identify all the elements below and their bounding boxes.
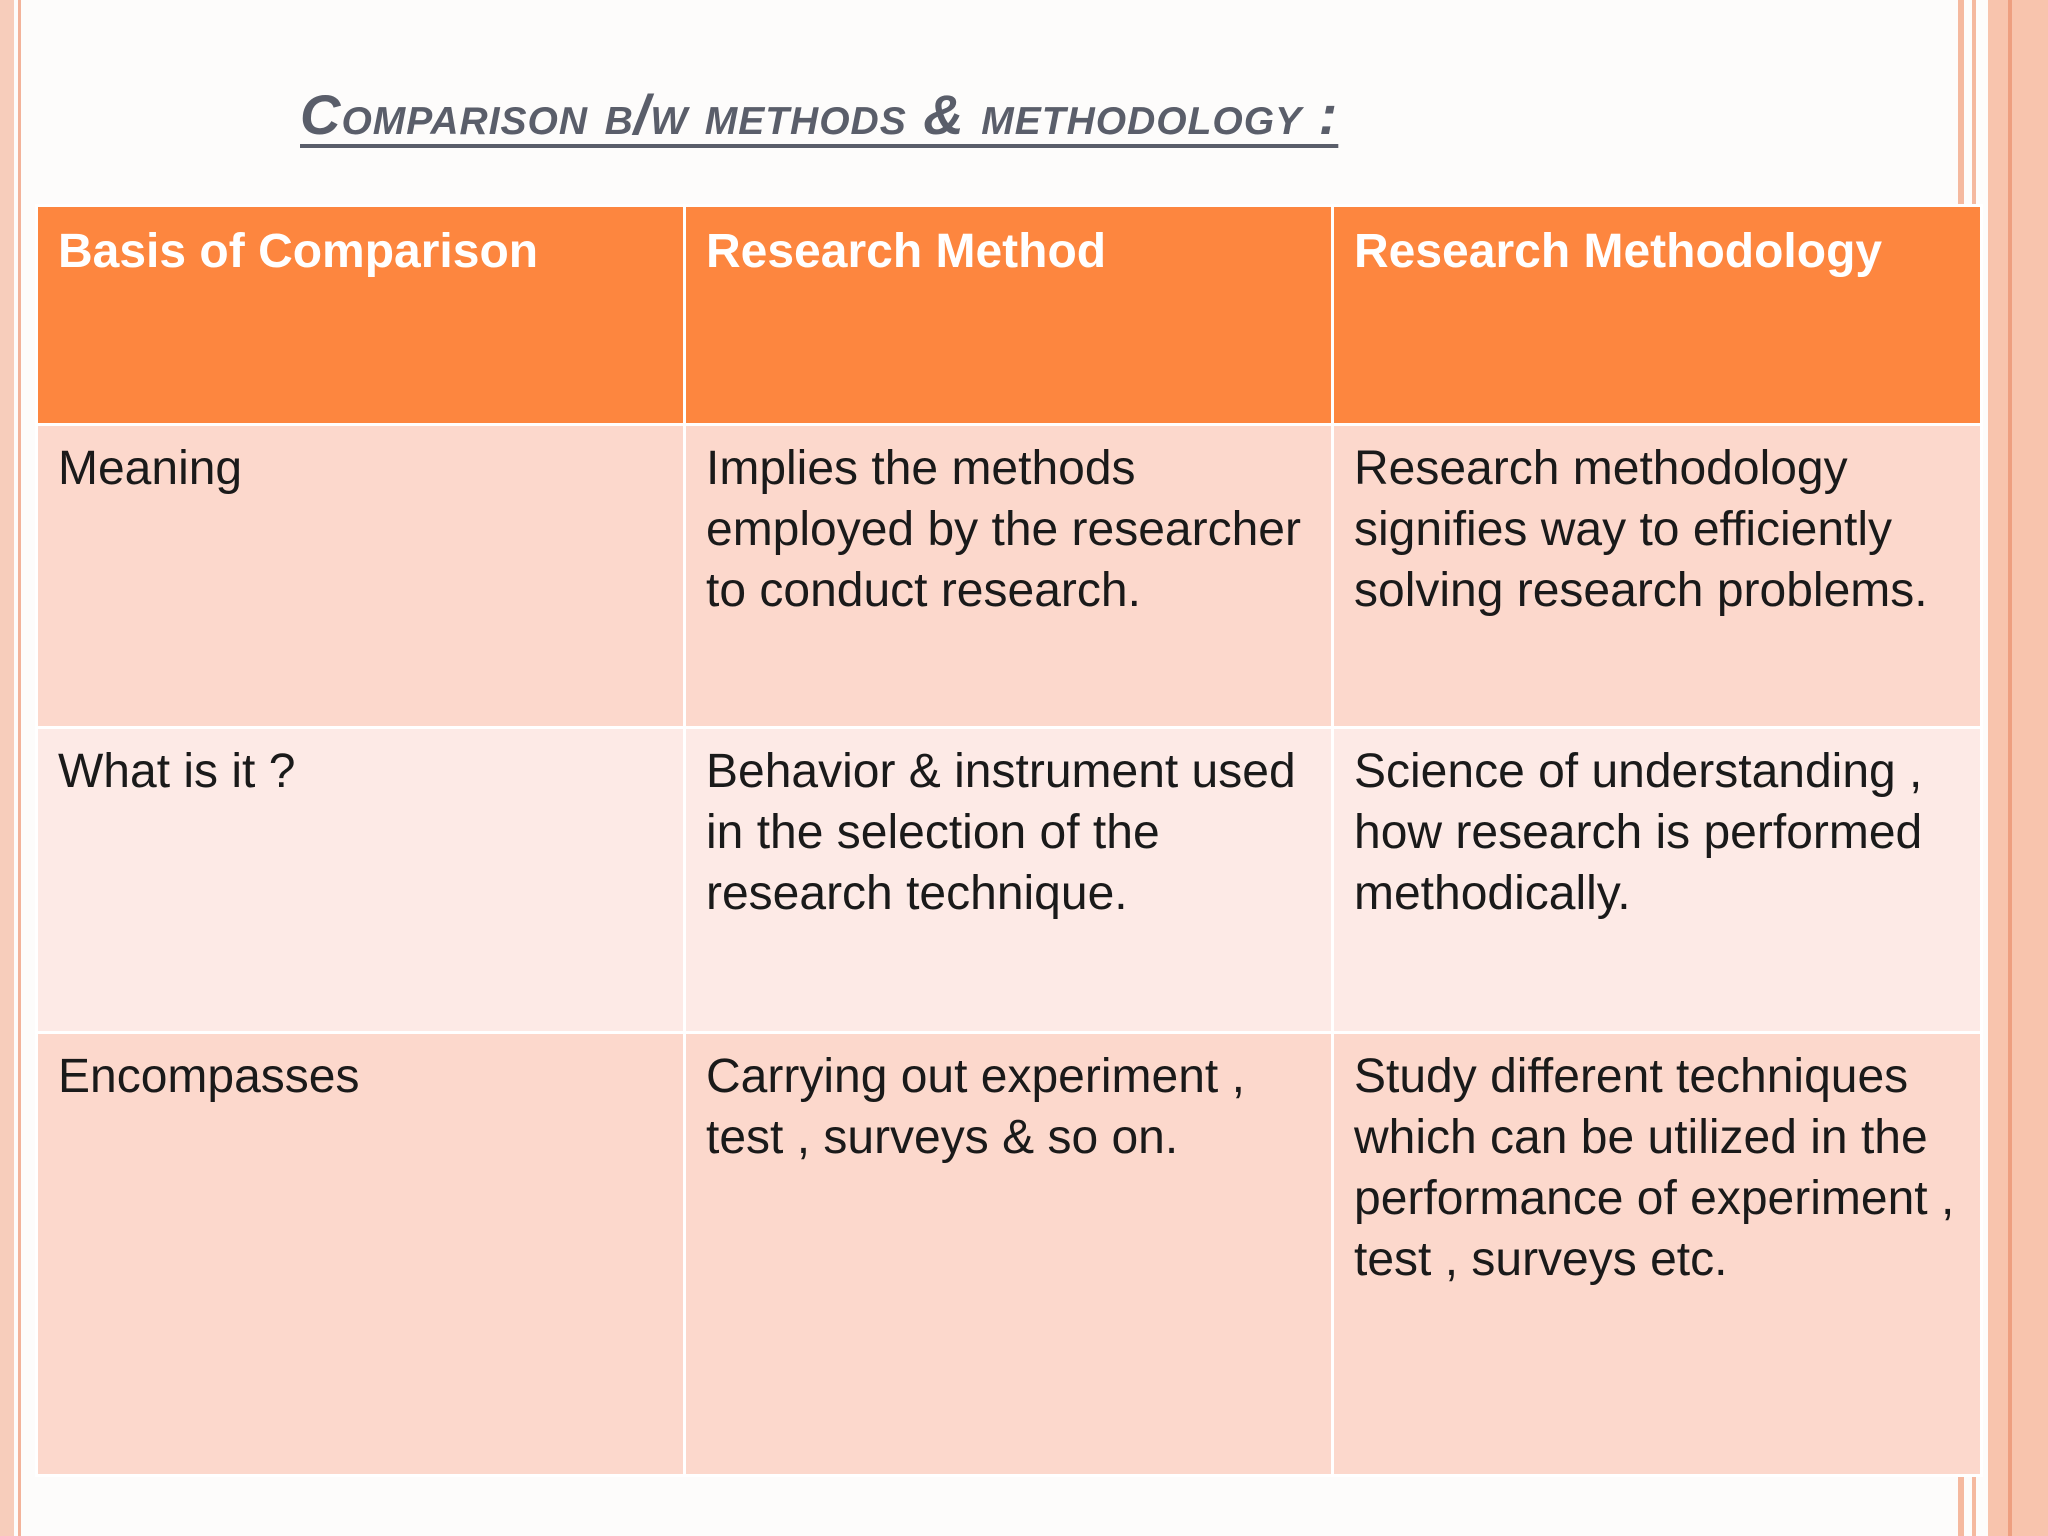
header-research-methodology: Research Methodology	[1333, 206, 1982, 425]
table-cell: Meaning	[37, 425, 685, 728]
left-border-decoration	[0, 0, 14, 1536]
table-cell: Implies the methods employed by the researcher to conduct research.	[685, 425, 1333, 728]
table-cell: Study different techniques which can be utilized in the performance of experiment , test , surveys etc.	[1333, 1033, 1982, 1476]
right-border-line	[2008, 0, 2012, 1536]
table-cell: What is it ?	[37, 728, 685, 1033]
table-row	[37, 425, 1982, 728]
header-research-method: Research Method	[685, 206, 1333, 425]
table-cell: Carrying out experiment , test , surveys & so on.	[685, 1033, 1333, 1476]
header-basis: Basis of Comparison	[37, 206, 685, 425]
left-border-line	[18, 0, 21, 1536]
table-cell: Encompasses	[37, 1033, 685, 1476]
right-border-decoration	[1988, 0, 2048, 1536]
table-cell: Science of understanding , how research is performed methodically.	[1333, 728, 1982, 1033]
comparison-table	[35, 204, 1983, 1477]
table-row	[37, 728, 1982, 1033]
table-row	[37, 1033, 1982, 1476]
slide-title: Comparison b/w methods & methodology :	[300, 83, 1339, 146]
table-cell: Behavior & instrument used in the selection of the research technique.	[685, 728, 1333, 1033]
table-cell: Research methodology signifies way to efficiently solving research problems.	[1333, 425, 1982, 728]
table-header-row	[37, 206, 1982, 425]
